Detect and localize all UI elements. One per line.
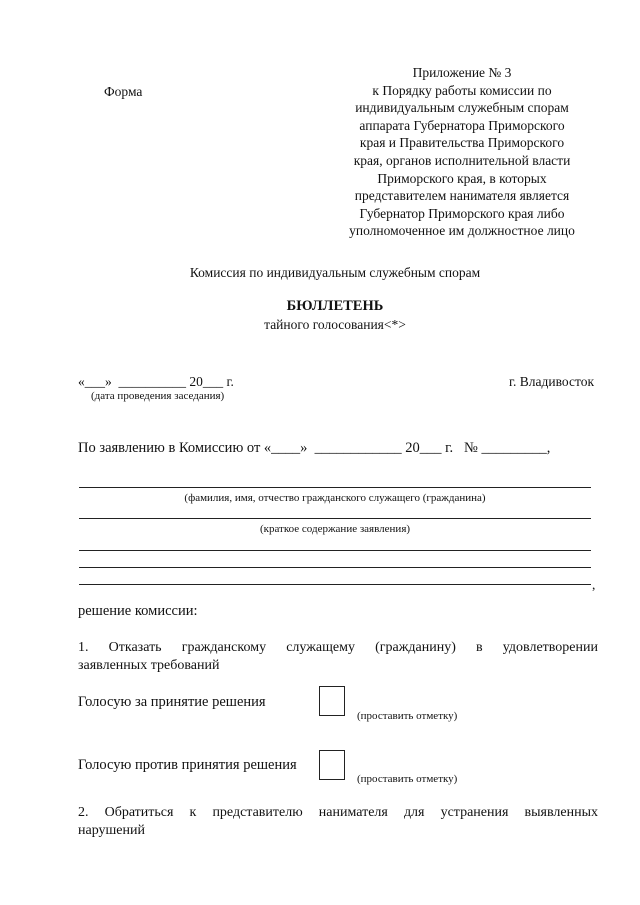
option-2 <box>78 804 598 840</box>
option-2-text: 2. Обратиться к представителю нанимателя для устранения выявленных <box>78 805 598 820</box>
vote-against-label: Голосую против принятия решения <box>78 757 297 773</box>
appendix-line: Приморского края, в которых <box>377 170 547 186</box>
commission-name: Комиссия по индивидуальным служебным спорам <box>189 265 481 280</box>
meeting-date-field[interactable]: «___» __________ 20___ г. <box>78 374 234 389</box>
appendix-line: к Порядку работы комиссии по <box>372 82 552 98</box>
vote-for-hint: (проставить отметку) <box>357 710 458 722</box>
option-1-text-last: заявленных требований <box>78 658 220 673</box>
city-label: г. Владивосток <box>509 374 594 389</box>
appendix-line: уполномоченное им должностное лицо <box>349 223 575 239</box>
appendix-line: Приложение № 3 <box>412 65 512 80</box>
appendix-block <box>330 64 594 240</box>
summary-caption: (краткое содержание заявления) <box>259 523 411 535</box>
vote-for-label: Голосую за принятие решения <box>78 694 266 710</box>
vote-against-checkbox[interactable] <box>319 750 345 780</box>
option-1 <box>78 639 598 675</box>
option-1-text: 1. Отказать гражданскому служащему (гражданину) в удовлетворении <box>78 640 598 655</box>
fio-input-line[interactable] <box>79 487 591 488</box>
vote-for-checkbox[interactable] <box>319 686 345 716</box>
appendix-line: края и Правительства Приморского <box>359 135 565 151</box>
application-line[interactable]: По заявлению в Комиссию от «____» ____________ 20___ г. № _________, <box>78 440 551 456</box>
appendix-line: Губернатор Приморского края либо <box>359 205 565 221</box>
meeting-date-caption: (дата проведения заседания) <box>91 390 225 402</box>
appendix-line: представителем нанимателя является <box>354 188 570 204</box>
form-label: Форма <box>104 84 143 99</box>
ballot-subtitle: тайного голосования<*> <box>264 317 406 332</box>
summary-input-line-4[interactable] <box>79 584 591 585</box>
fio-caption: (фамилия, имя, отчество гражданского служащего (гражданина) <box>184 492 486 504</box>
appendix-line: края, органов исполнительной власти <box>353 152 571 168</box>
appendix-line: аппарата Губернатора Приморского <box>359 117 565 133</box>
summary-input-line[interactable] <box>79 518 591 519</box>
vote-against-hint: (проставить отметку) <box>357 773 458 785</box>
ballot-title: БЮЛЛЕТЕНЬ <box>286 298 384 314</box>
summary-input-line-3[interactable] <box>79 567 591 568</box>
appendix-line: индивидуальным служебным спорам <box>355 100 569 116</box>
trailing-comma: , <box>592 577 596 592</box>
decision-label: решение комиссии: <box>78 603 198 619</box>
summary-input-line-2[interactable] <box>79 550 591 551</box>
option-2-text-last: нарушений <box>78 823 145 838</box>
